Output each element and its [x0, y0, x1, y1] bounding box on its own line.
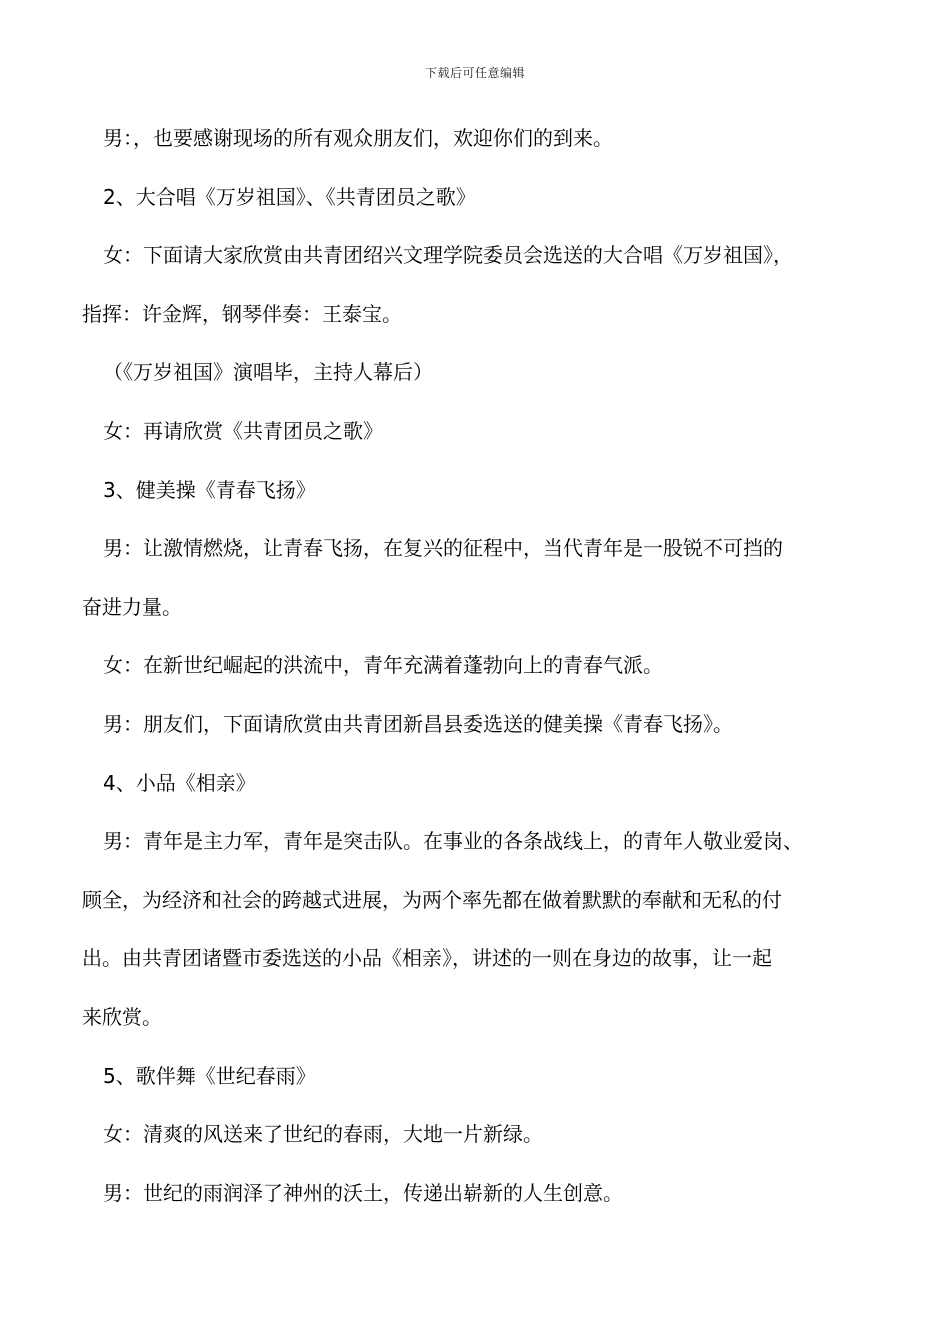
page-header-note: 下载后可任意编辑: [424, 66, 525, 80]
section-heading: 3、健美操《青春飞扬》: [103, 477, 316, 502]
section-heading: 5、歌伴舞《世纪春雨》: [103, 1063, 316, 1088]
text-line: 顾全，为经济和社会的跨越式进展，为两个率先都在做着默默的奉献和无私的付: [82, 887, 782, 912]
document-body: [82, 118, 882, 1231]
text-line: 女：在新世纪崛起的洪流中，青年充满着蓬勃向上的青春气派。: [103, 653, 663, 678]
text-line: 女：清爽的风送来了世纪的春雨，大地一片新绿。: [103, 1122, 543, 1147]
text-line: 女：下面请大家欣赏由共青团绍兴文理学院委员会选送的大合唱《万岁祖国》，: [103, 243, 793, 268]
section-heading: 2、大合唱《万岁祖国》、《共青团员之歌》: [103, 184, 476, 209]
text-line: 男：朋友们，下面请欣赏由共青团新昌县委选送的健美操《青春飞扬》。: [103, 711, 733, 736]
text-line: 女：再请欣赏《共青团员之歌》: [103, 418, 383, 443]
text-line: 指挥：许金辉，钢琴伴奏：王泰宝。: [82, 301, 402, 326]
text-line: 男：，也要感谢现场的所有观众朋友们，欢迎你们的到来。: [103, 126, 613, 150]
section-heading: 4、小品《相亲》: [103, 770, 256, 795]
text-line: 男：青年是主力军，青年是突击队。在事业的各条战线上，的青年人敬业爱岗、: [103, 829, 803, 854]
stage-direction: （《万岁祖国》演唱毕，主持人幕后）: [103, 360, 433, 385]
text-line: 出。由共青团诸暨市委选送的小品《相亲》，讲述的一则在身边的故事，让一起: [82, 946, 772, 971]
text-line: 男：让激情燃烧，让青春飞扬，在复兴的征程中，当代青年是一股锐不可挡的: [103, 536, 783, 561]
text-line: 来欣赏。: [82, 1004, 162, 1029]
text-line: 男：世纪的雨润泽了神州的沃土，传递出崭新的人生创意。: [103, 1180, 623, 1205]
text-line: 奋进力量。: [82, 594, 182, 619]
